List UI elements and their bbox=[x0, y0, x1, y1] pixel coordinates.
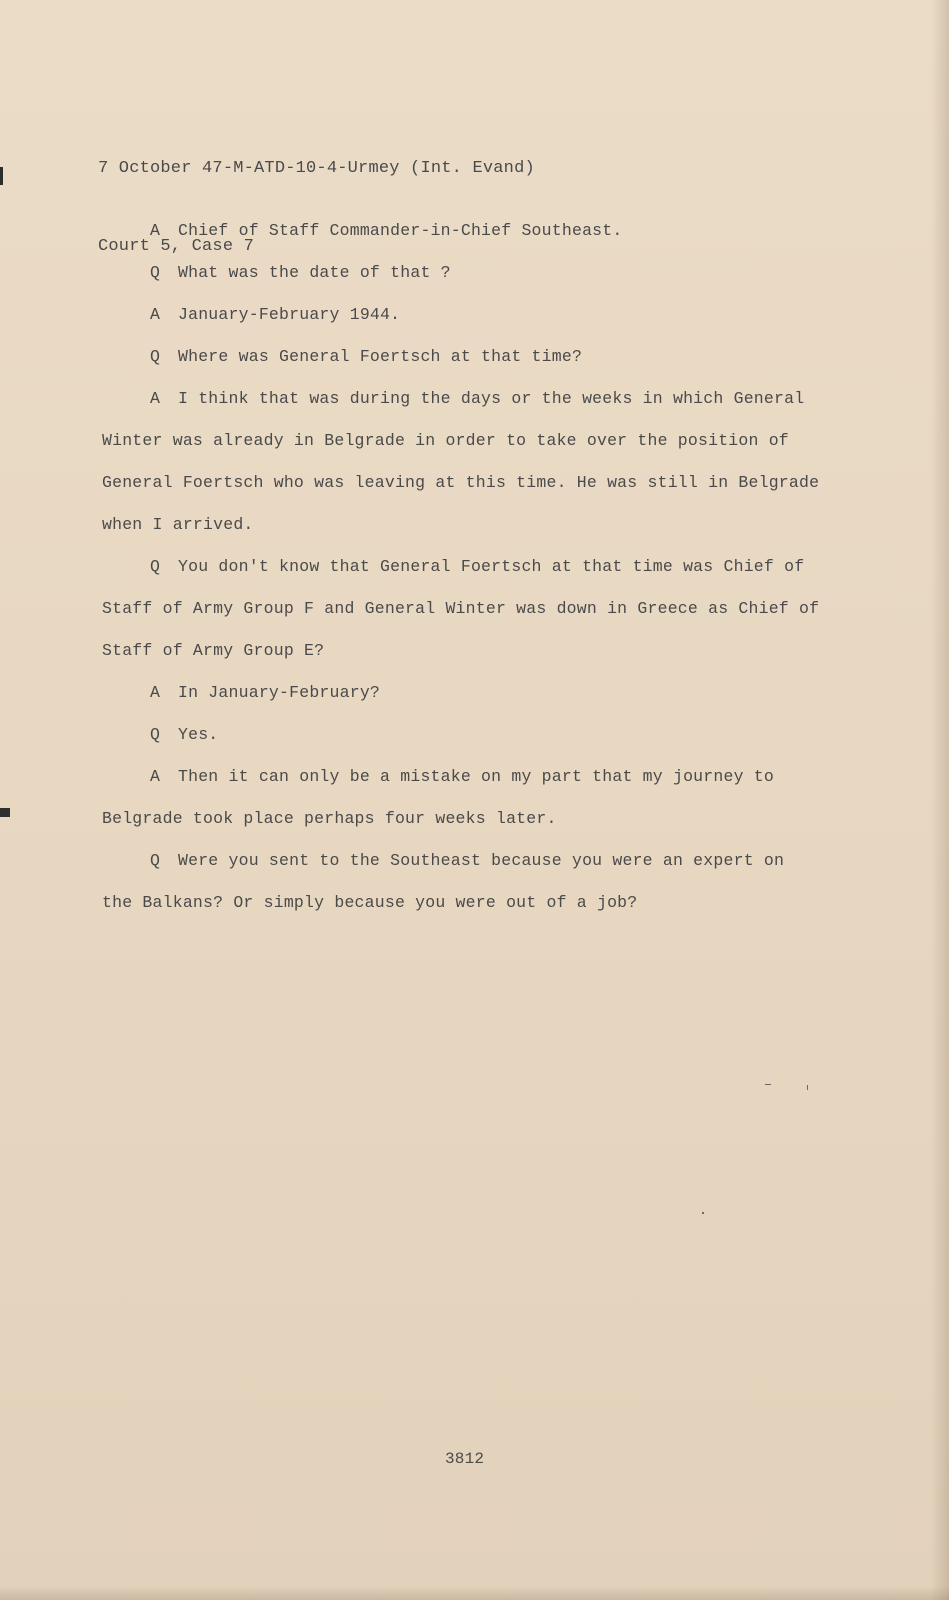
speaker-label: Q bbox=[150, 725, 161, 744]
speaker-label: Q bbox=[150, 347, 161, 366]
transcript-entry bbox=[102, 252, 832, 294]
transcript-line: the Balkans? Or simply because you were out of a job? bbox=[102, 893, 638, 912]
header-line-2: Court 5, Case 7 bbox=[98, 237, 255, 256]
transcript-text: What was the date of that ? bbox=[178, 263, 451, 282]
transcript-body bbox=[102, 210, 832, 924]
transcript-text: Where was General Foertsch at that time? bbox=[178, 347, 583, 366]
transcript-line: General Foertsch who was leaving at this time. He was still in Belgrade bbox=[102, 473, 820, 492]
transcript-line bbox=[102, 672, 832, 714]
page-edge-shadow-right bbox=[931, 0, 949, 1600]
transcript-line bbox=[102, 378, 832, 420]
page-number: 3812 bbox=[445, 1450, 485, 1468]
speaker-label: A bbox=[150, 389, 161, 408]
transcript-text: I think that was during the days or the weeks in which General bbox=[178, 389, 805, 408]
transcript-entry bbox=[102, 714, 832, 756]
transcript-text: Then it can only be a mistake on my part that my journey to bbox=[178, 767, 774, 786]
speaker-label: A bbox=[150, 221, 161, 240]
transcript-line: Staff of Army Group E? bbox=[102, 641, 325, 660]
transcript-line bbox=[102, 210, 832, 252]
transcript-line: when I arrived. bbox=[102, 515, 254, 534]
transcript-line: Belgrade took place perhaps four weeks later. bbox=[102, 809, 557, 828]
transcript-line bbox=[102, 252, 832, 294]
page-edge-shadow-bottom bbox=[0, 1586, 949, 1600]
transcript-line bbox=[102, 840, 832, 882]
transcript-text: January-February 1944. bbox=[178, 305, 401, 324]
transcript-entry bbox=[102, 546, 832, 672]
transcript-text: Yes. bbox=[178, 725, 219, 744]
transcript-entry bbox=[102, 336, 832, 378]
transcript-entry bbox=[102, 756, 832, 840]
paper-speck bbox=[765, 1084, 771, 1085]
transcript-text: You don't know that General Foertsch at that time was Chief of bbox=[178, 557, 805, 576]
transcript-line: Staff of Army Group F and General Winter was down in Greece as Chief of bbox=[102, 599, 820, 618]
binding-mark bbox=[0, 167, 3, 185]
transcript-line bbox=[102, 336, 832, 378]
transcript-line: Winter was already in Belgrade in order to take over the position of bbox=[102, 431, 789, 450]
binding-mark bbox=[0, 808, 10, 817]
transcript-entry bbox=[102, 840, 832, 924]
transcript-text: In January-February? bbox=[178, 683, 381, 702]
transcript-entry bbox=[102, 210, 832, 252]
speaker-label: Q bbox=[150, 851, 161, 870]
transcript-line bbox=[102, 714, 832, 756]
header-line-1: 7 October 47-M-ATD-10-4-Urmey (Int. Evand) bbox=[98, 159, 535, 178]
speaker-label: Q bbox=[150, 557, 161, 576]
transcript-line bbox=[102, 294, 832, 336]
transcript-line bbox=[102, 756, 832, 798]
transcript-text: Chief of Staff Commander-in-Chief Southeast. bbox=[178, 221, 623, 240]
paper-speck bbox=[807, 1085, 808, 1090]
transcript-entry bbox=[102, 294, 832, 336]
speaker-label: A bbox=[150, 305, 161, 324]
transcript-entry bbox=[102, 378, 832, 546]
transcript-line bbox=[102, 546, 832, 588]
paper-speck bbox=[702, 1212, 704, 1214]
speaker-label: Q bbox=[150, 263, 161, 282]
transcript-text: Were you sent to the Southeast because you were an expert on bbox=[178, 851, 785, 870]
transcript-entry bbox=[102, 672, 832, 714]
speaker-label: A bbox=[150, 767, 161, 786]
speaker-label: A bbox=[150, 683, 161, 702]
